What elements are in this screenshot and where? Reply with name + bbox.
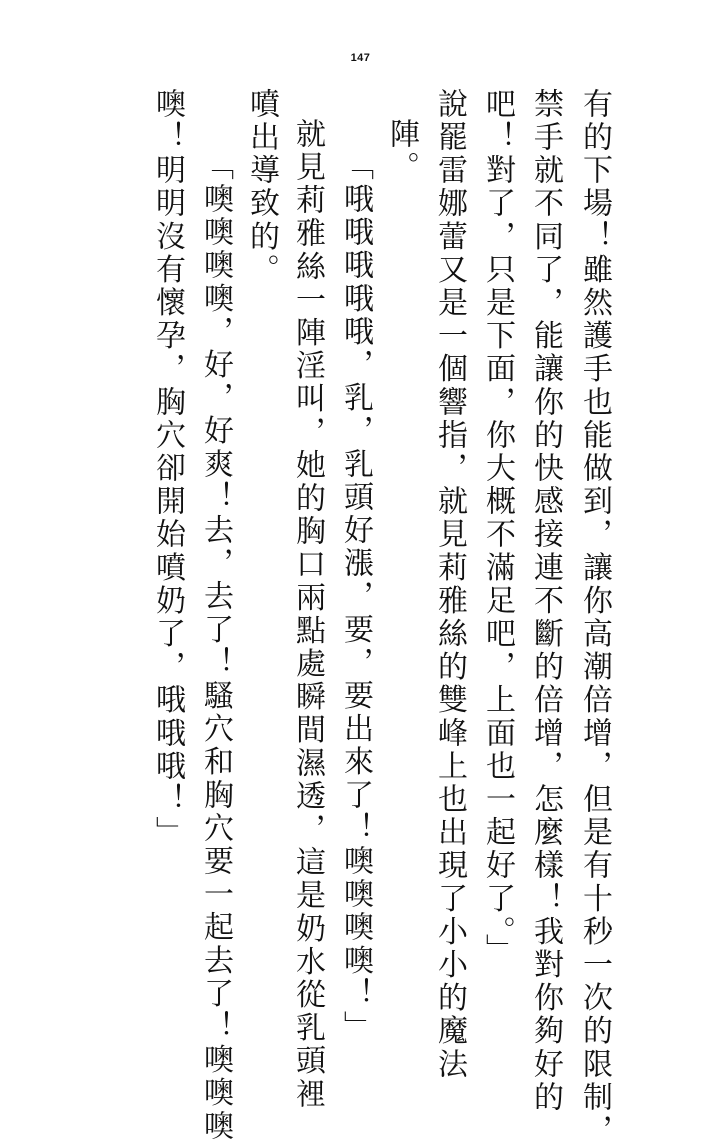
text-column-8: 噴出導致的。 xyxy=(244,88,279,287)
text-column-2: 禁手就不同了，能讓你的快感接連不斷的倍增，怎麼樣！我對你夠好的 xyxy=(528,88,563,1115)
text-column-3: 吧！對了，只是下面，你大概不滿足吧，上面也一起好了。」 xyxy=(480,88,515,967)
text-column-5: 陣。 xyxy=(384,118,419,185)
text-column-10: 噢！明明沒有懷孕，胸穴卻開始噴奶了，哦哦哦！」 xyxy=(150,88,185,850)
text-column-1: 有的下場！雖然護手也能做到，讓你高潮倍增，但是有十秒一次的限制， xyxy=(577,88,612,1147)
text-column-4: 說罷雷娜蕾又是一個響指，就見莉雅絲的雙峰上也出現了小小的魔法 xyxy=(432,88,467,1081)
text-column-9: 「噢噢噢噢，好，好爽！去，去了！騷穴和胸穴要一起去了！噢噢噢 xyxy=(198,150,233,1143)
text-column-6: 「哦哦哦哦哦，乳，乳頭好漲，要，要出來了！噢噢噢噢！」 xyxy=(338,150,373,1044)
text-column-7: 就見莉雅絲一陣淫叫，她的胸口兩點處瞬間濕透，這是奶水從乳頭裡 xyxy=(290,118,325,1111)
page-number: 147 xyxy=(350,52,371,64)
